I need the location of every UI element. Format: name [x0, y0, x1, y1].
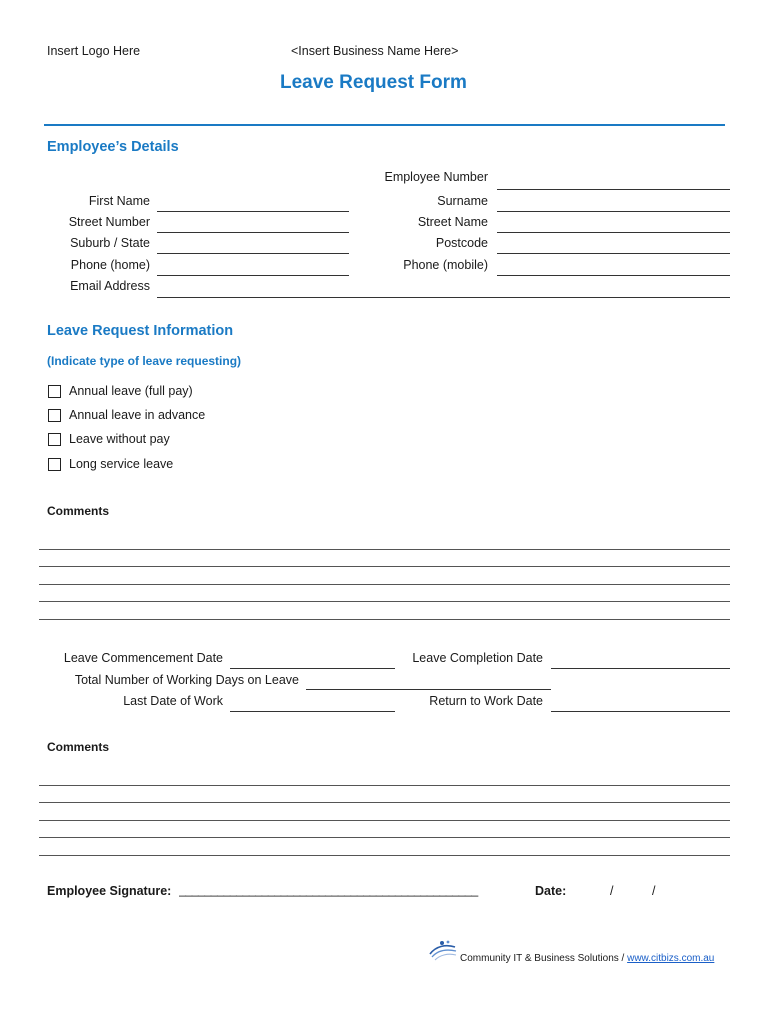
signature-line[interactable]: _______________________________________________ — [179, 883, 478, 897]
leave-info-subheading: (Indicate type of leave requesting) — [47, 354, 242, 368]
last-day-field[interactable] — [230, 711, 395, 712]
phone-mobile-label: Phone (mobile) — [403, 258, 488, 272]
phone-mobile-field[interactable] — [497, 275, 730, 276]
annual-leave-full-pay-checkbox[interactable] — [48, 385, 61, 398]
last-day-label: Last Date of Work — [123, 694, 223, 708]
comment-line[interactable] — [39, 619, 730, 620]
comment-line[interactable] — [39, 566, 730, 567]
date-separator: / — [652, 884, 656, 898]
comment-line[interactable] — [39, 549, 730, 550]
total-days-field[interactable] — [306, 689, 551, 690]
employee-number-label: Employee Number — [384, 170, 488, 184]
long-service-leave-label: Long service leave — [69, 457, 174, 471]
comment-line[interactable] — [39, 584, 730, 585]
surname-field[interactable] — [497, 211, 730, 212]
annual-leave-advance-label: Annual leave in advance — [69, 408, 206, 422]
long-service-leave-checkbox[interactable] — [48, 458, 61, 471]
logo-placeholder: Insert Logo Here — [47, 44, 141, 58]
first-name-field[interactable] — [157, 211, 349, 212]
postcode-label: Postcode — [435, 236, 488, 250]
footer-link[interactable]: www.citbizs.com.au — [627, 953, 715, 964]
employee-details-heading: Employee’s Details — [47, 139, 179, 155]
first-name-label: First Name — [88, 194, 150, 208]
comment-line[interactable] — [39, 820, 730, 821]
business-name-placeholder: <Insert Business Name Here> — [291, 44, 459, 58]
form-title: Leave Request Form — [280, 72, 467, 93]
street-name-field[interactable] — [497, 232, 730, 233]
comment-line[interactable] — [39, 785, 730, 786]
comments-label: Comments — [47, 504, 110, 518]
comment-line[interactable] — [39, 855, 730, 856]
completion-date-field[interactable] — [551, 668, 730, 669]
signature-label: Employee Signature: — [47, 884, 172, 898]
return-date-field[interactable] — [551, 711, 730, 712]
annual-leave-full-pay-label: Annual leave (full pay) — [69, 384, 193, 398]
postcode-field[interactable] — [497, 253, 730, 254]
completion-date-label: Leave Completion Date — [412, 651, 543, 665]
leave-info-heading: Leave Request Information — [47, 323, 234, 339]
total-days-label: Total Number of Working Days on Leave — [74, 673, 299, 687]
street-number-field[interactable] — [157, 232, 349, 233]
date-separator: / — [610, 884, 614, 898]
comment-line[interactable] — [39, 802, 730, 803]
leave-without-pay-checkbox[interactable] — [48, 433, 61, 446]
suburb-state-label: Suburb / State — [70, 236, 150, 250]
company-logo-icon — [428, 938, 458, 964]
comment-line[interactable] — [39, 837, 730, 838]
email-field[interactable] — [157, 297, 730, 298]
employee-number-field[interactable] — [497, 189, 730, 190]
comment-line[interactable] — [39, 601, 730, 602]
street-number-label: Street Number — [68, 215, 150, 229]
surname-label: Surname — [437, 194, 488, 208]
annual-leave-advance-checkbox[interactable] — [48, 409, 61, 422]
leave-without-pay-label: Leave without pay — [69, 432, 170, 446]
phone-home-label: Phone (home) — [70, 258, 150, 272]
commencement-date-label: Leave Commencement Date — [63, 651, 223, 665]
street-name-label: Street Name — [417, 215, 488, 229]
title-divider — [44, 124, 725, 126]
date-label: Date: — [535, 884, 567, 898]
phone-home-field[interactable] — [157, 275, 349, 276]
comments-label-2: Comments — [47, 740, 110, 754]
commencement-date-field[interactable] — [230, 668, 395, 669]
footer-text: Community IT & Business Solutions / — [460, 953, 628, 964]
email-label: Email Address — [70, 279, 150, 293]
suburb-state-field[interactable] — [157, 253, 349, 254]
footer — [460, 953, 714, 964]
return-date-label: Return to Work Date — [429, 694, 543, 708]
